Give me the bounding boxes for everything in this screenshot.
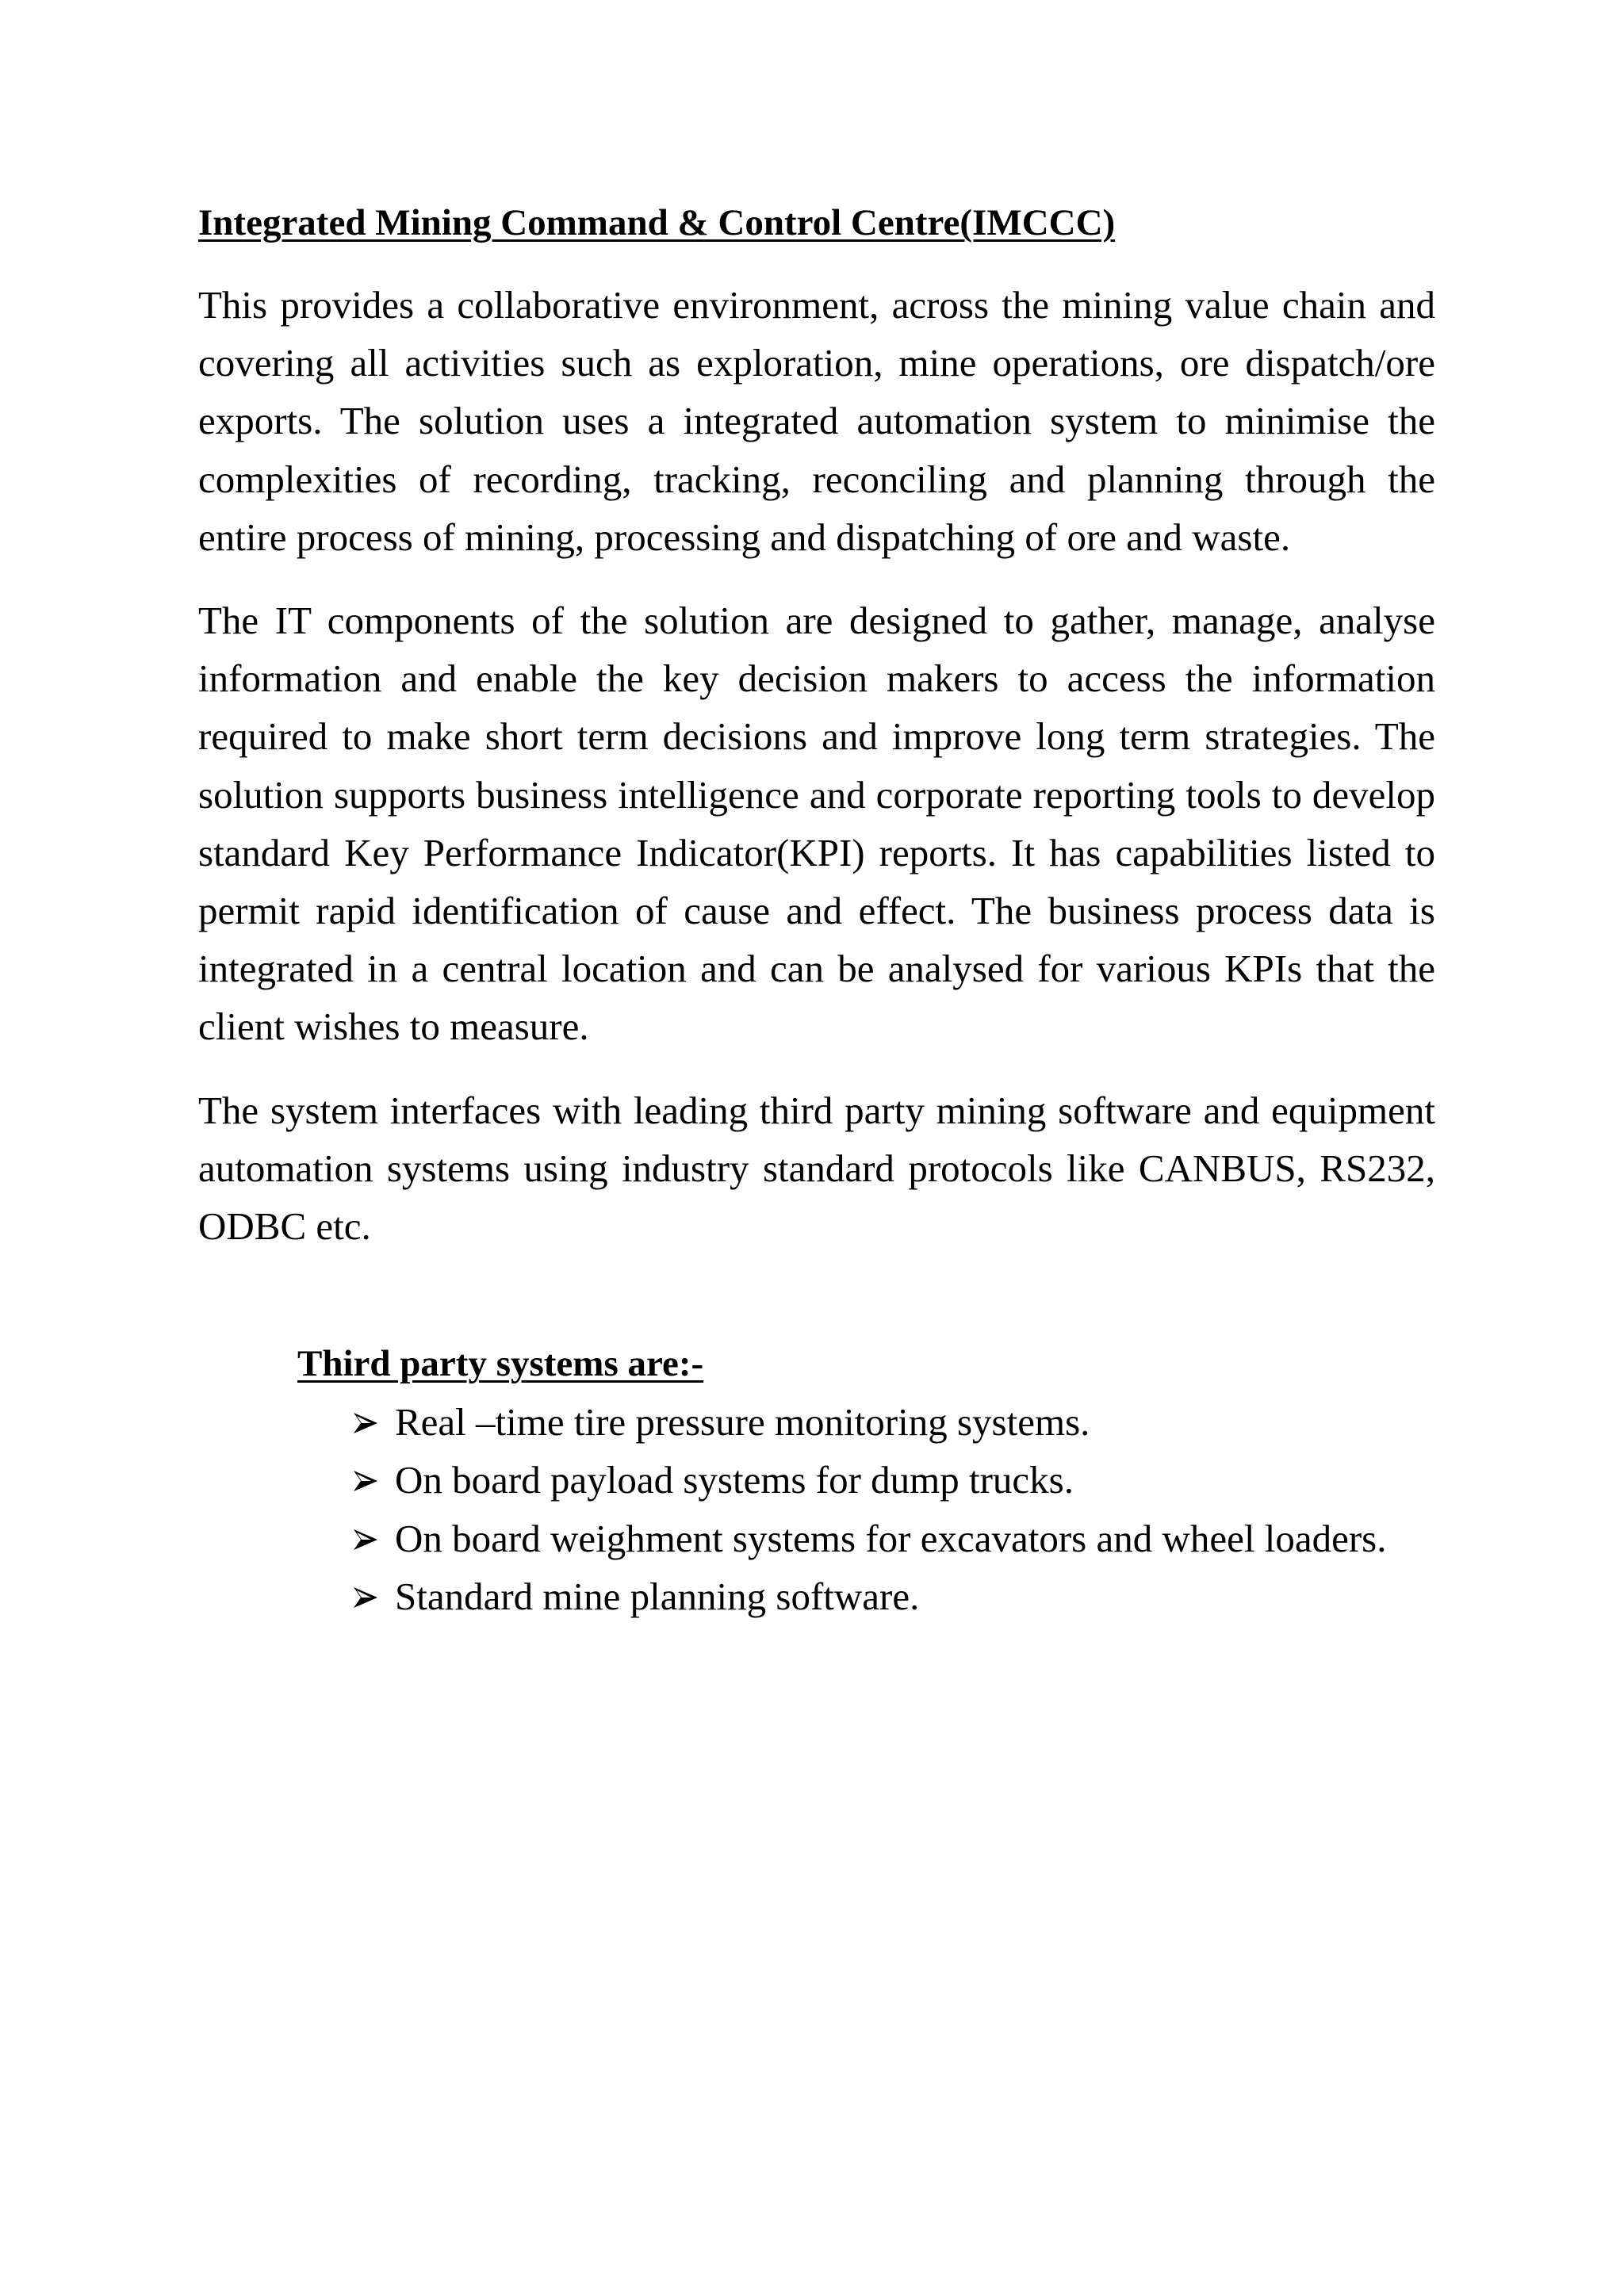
list-item bbox=[297, 1510, 1435, 1567]
arrowhead-bullet-icon bbox=[352, 1412, 379, 1434]
list-item bbox=[297, 1393, 1435, 1451]
paragraph-overview: This provides a collaborative environment, across the mining value chain and covering all activities such as exploration, mine operations, ore dispatch/ore exports. The solution uses a integrated automation system to minimise the complexities of recording, tracking, reconciling and planning through the entire process of mining, processing and dispatching of ore and waste. bbox=[198, 283, 1435, 559]
list-item bbox=[297, 1567, 1435, 1625]
list-item-text: Real –time tire pressure monitoring systems. bbox=[395, 1400, 1090, 1445]
third-party-heading: Third party systems are:- bbox=[297, 1343, 704, 1385]
list-item-text: Standard mine planning software. bbox=[395, 1574, 920, 1618]
paragraph-system-interfaces: The system interfaces with leading third party mining software and equipment automation systems using industry standard protocols like CANBUS, RS232, ODBC etc. bbox=[198, 1088, 1435, 1249]
third-party-list bbox=[297, 1393, 1435, 1625]
arrowhead-bullet-icon bbox=[352, 1470, 379, 1492]
list-item-text: On board payload systems for dump trucks. bbox=[395, 1458, 1074, 1502]
paragraph-it-components: The IT components of the solution are designed to gather, manage, analyse information and enable the key decision makers to access the information required to make short term decisions and improve long term strategies. The solution supports business intelligence and corporate reporting tools to develop standard Key Performance Indicator(KPI) reports. It has capabilities listed to permit rapid identification of cause and effect. The business process data is integrated in a central location and can be analysed for various KPIs that the client wishes to measure. bbox=[198, 599, 1435, 1049]
arrowhead-bullet-icon bbox=[352, 1586, 379, 1609]
arrowhead-bullet-icon bbox=[352, 1529, 379, 1551]
list-item bbox=[297, 1451, 1435, 1509]
document-title: Integrated Mining Command & Control Centre(IMCCC) bbox=[198, 202, 1116, 243]
document-content bbox=[198, 197, 1435, 1625]
third-party-section bbox=[297, 1337, 1435, 1625]
list-item-text: On board weighment systems for excavators and wheel loaders. bbox=[395, 1516, 1387, 1560]
